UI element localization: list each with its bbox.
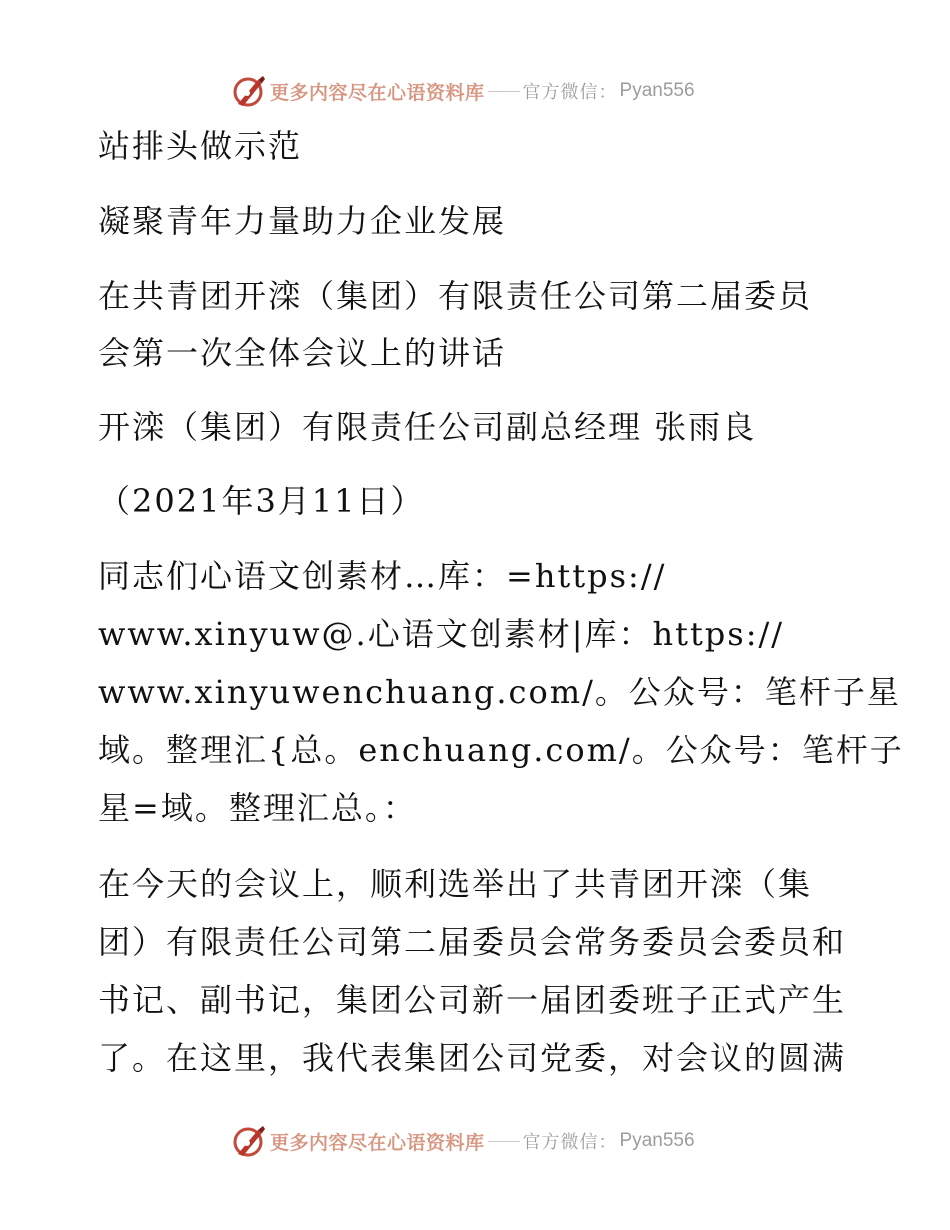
body-line: 书记、副书记，集团公司新一届团委班子正式产生 <box>98 981 847 1019</box>
footer-banner-dash <box>488 1141 520 1142</box>
body-line: www.xinyuwenchuang.com/。公众号：笔杆子星 <box>98 673 901 711</box>
author-line: 开滦（集团）有限责任公司副总经理 张雨良 <box>98 408 757 446</box>
title-line-1: 站排头做示范 <box>98 127 303 165</box>
footer-banner <box>0 1120 950 1160</box>
pen-logo-icon <box>232 1124 266 1158</box>
footer-wechat-id: Pyan556 <box>619 1130 695 1151</box>
footer-banner-content <box>232 1124 695 1158</box>
body-line: 同志们心语文创素材…库：=https:// <box>98 557 667 595</box>
pen-logo-icon <box>232 74 266 108</box>
subtitle-line-2: 会第一次全体会议上的讲话 <box>98 334 507 372</box>
body-line: 域。整理汇{总。enchuang.com/。公众号：笔杆子 <box>98 731 904 769</box>
body-line: 团）有限责任公司第二届委员会常务委员会委员和 <box>98 923 847 961</box>
body-line: www.xinyuw@.心语文创素材|库：https:// <box>98 615 785 653</box>
header-banner-dash <box>488 91 520 92</box>
header-banner-content <box>232 74 695 108</box>
body-line: 在今天的会议上，顺利选举出了共青团开滦（集 <box>98 865 813 903</box>
body-line: 了。在这里，我代表集团公司党委，对会议的圆满 <box>98 1039 847 1077</box>
footer-wechat-label: 官方微信： <box>522 1132 618 1153</box>
header-banner <box>0 70 950 110</box>
header-wechat-label: 官方微信： <box>522 82 618 103</box>
body-line: 星=域。整理汇总。： <box>98 789 417 827</box>
date-line: （2021年3月11日） <box>98 482 425 520</box>
footer-banner-text: 更多内容尽在心语资料库 <box>270 1131 485 1154</box>
subtitle-line-1: 在共青团开滦（集团）有限责任公司第二届委员 <box>98 277 813 315</box>
header-wechat-id: Pyan556 <box>619 80 695 101</box>
title-line-2: 凝聚青年力量助力企业发展 <box>98 202 507 240</box>
header-banner-text: 更多内容尽在心语资料库 <box>270 81 485 104</box>
